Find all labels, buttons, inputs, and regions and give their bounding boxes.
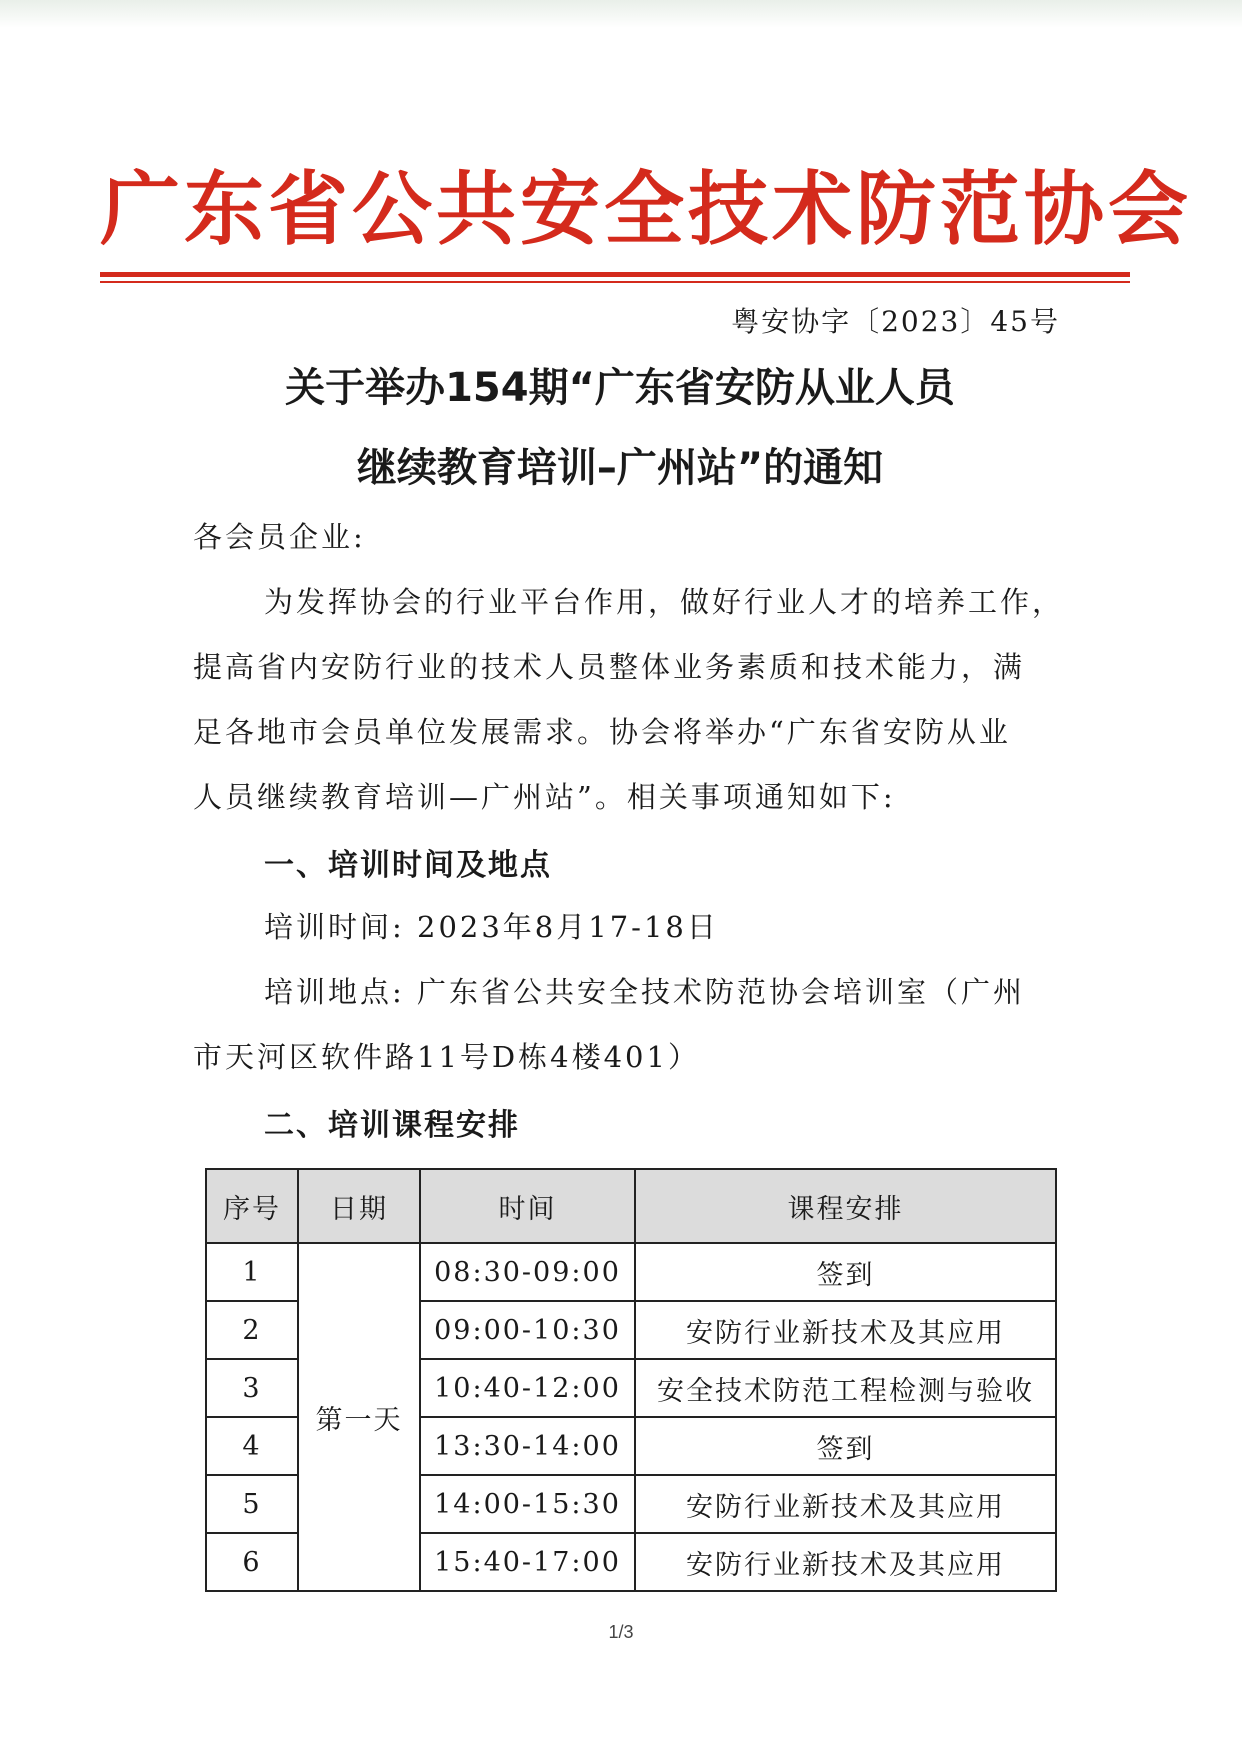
- row-course: 签到: [635, 1417, 1056, 1475]
- intro-line-2: 提高省内安防行业的技术人员整体业务素质和技术能力，满: [193, 650, 1026, 684]
- salutation: 各会员企业:: [193, 520, 366, 554]
- header-date: 日期: [298, 1169, 420, 1243]
- row-no: 4: [206, 1417, 298, 1475]
- intro-line-4: 人员继续教育培训—广州站”。相关事项通知如下:: [193, 780, 896, 814]
- section2-heading: 二、培训课程安排: [264, 1108, 520, 1143]
- row-course: 安防行业新技术及其应用: [635, 1533, 1056, 1591]
- course-schedule-table: [205, 1168, 1057, 1592]
- intro-line-1: 为发挥协会的行业平台作用，做好行业人才的培养工作，: [264, 585, 1065, 619]
- row-time: 13:30-14:00: [420, 1417, 635, 1475]
- row-time: 08:30-09:00: [420, 1243, 635, 1301]
- scan-edge: [0, 0, 1242, 28]
- row-time: 14:00-15:30: [420, 1475, 635, 1533]
- page-number: 1/3: [608, 1622, 634, 1642]
- intro-line-3: 足各地市会员单位发展需求。协会将举办“广东省安防从业: [193, 715, 1011, 749]
- row-no: 2: [206, 1301, 298, 1359]
- section1-heading: 一、培训时间及地点: [264, 848, 552, 883]
- document-number: 粤安协字〔2023〕45号: [731, 305, 1060, 338]
- row-time: 10:40-12:00: [420, 1359, 635, 1417]
- row-course: 安全技术防范工程检测与验收: [635, 1359, 1056, 1417]
- row-course: 安防行业新技术及其应用: [635, 1301, 1056, 1359]
- training-location-line2: 市天河区软件路11号D栋4楼401）: [193, 1040, 700, 1074]
- row-no: 5: [206, 1475, 298, 1533]
- header-time: 时间: [420, 1169, 635, 1243]
- header-no: 序号: [206, 1169, 298, 1243]
- training-time: 培训时间: 2023年8月17-18日: [264, 910, 719, 944]
- row-course: 安防行业新技术及其应用: [635, 1475, 1056, 1533]
- row-no: 3: [206, 1359, 298, 1417]
- organization-masthead: 广东省公共安全技术防范协会: [100, 163, 1192, 256]
- table-header-row: [206, 1169, 1056, 1243]
- row-no: 1: [206, 1243, 298, 1301]
- header-course: 课程安排: [635, 1169, 1056, 1243]
- masthead-rule-thick: [100, 272, 1130, 277]
- row-course: 签到: [635, 1243, 1056, 1301]
- table-row: [206, 1243, 1056, 1301]
- notice-title-line1: 关于举办154期“广东省安防从业人员: [285, 365, 955, 411]
- training-location-line1: 培训地点: 广东省公共安全技术防范协会培训室（广州: [264, 975, 1025, 1009]
- notice-title-line2: 继续教育培训–广州站”的通知: [356, 445, 884, 491]
- row-no: 6: [206, 1533, 298, 1591]
- day-cell: 第一天: [298, 1243, 420, 1591]
- masthead-rule-thin: [100, 281, 1130, 283]
- row-time: 15:40-17:00: [420, 1533, 635, 1591]
- row-time: 09:00-10:30: [420, 1301, 635, 1359]
